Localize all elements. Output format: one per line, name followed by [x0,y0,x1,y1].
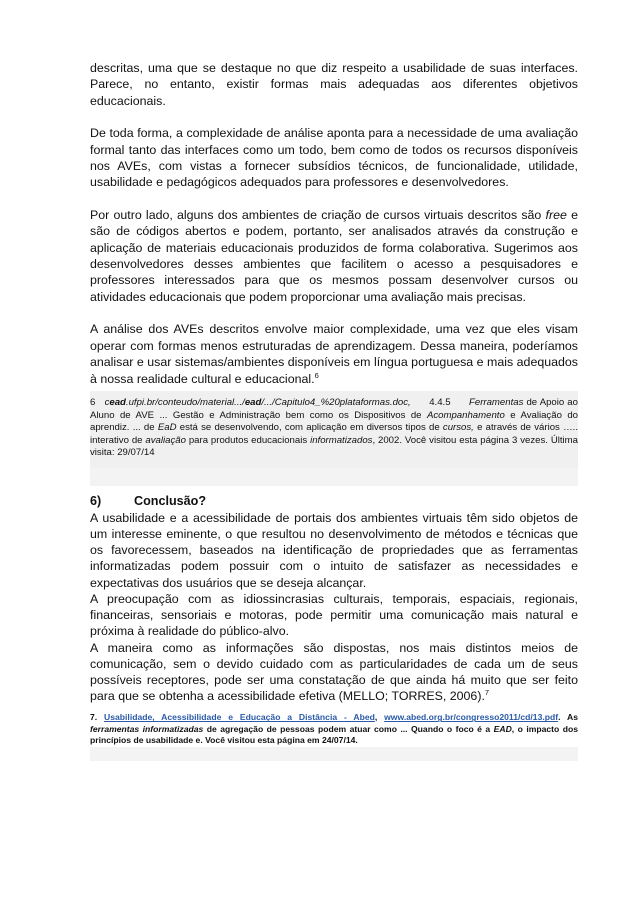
footnote-6-emphasis-3: cursos, [442,422,474,434]
section-paragraph-3-text: A maneira como as informações são dispostas, nos mais distintos meios de comunicação, sem o devido cuidado com as particularidades de cada um de seus possíveis receptores, pode ser uma constatação de que ainda há muito que ser feito para que se obtenha a acessibilidade efetiva (MELLO; TORRES, 2006). [90,640,578,704]
footnote-6-url-b: ead [109,396,126,408]
paragraph-4-text: A análise dos AVEs descritos envolve maior complexidade, uma vez que eles visam operar com formas menos estruturadas de aprendizagem. Dessa maneira, poderíamos analisar e usar sistemas/ambientes disponíveis em língua portuguesa e mais adequados à nossa realidade cultural e educacional. [90,322,578,386]
footnote-6-text-2: e Avaliação do aprendiz. ... de [90,409,578,434]
footnote-6-emphasis-4: avaliação [145,434,186,446]
footnote-6-text-3: está se desenvolvendo, com aplicação em diversos tipos de [176,422,443,434]
footnote-6-emphasis-2: EaD [157,422,177,434]
section-number: 6) [90,493,102,508]
paragraph-3-text-a: Por outro lado, alguns dos ambientes de criação de cursos virtuais descritos são [90,207,546,222]
paragraph-3-emphasis: free [545,207,567,222]
footnote-6-section: 4.4.5 [429,396,451,408]
footnote-6 [90,391,578,468]
footnote-7-text-2: de agregação de pessoas podem atuar como ... Quando o foco é a [203,723,494,734]
section-title: Conclusão? [134,493,207,508]
footnote-6-text-1: de Apoio ao Aluno de AVE ... Gestão e Administração bem como os Dispositivos de [90,396,578,421]
footnote-7-separator: , [374,712,385,723]
footnote-6-url-e: /.../Capitulo4_%20plataformas.doc, [261,396,411,408]
footnote-6-text-6: , 2002. Você visitou esta página 3 vezes. Última visita: 29/07/14 [90,434,579,459]
footnote-ref-6[interactable]: 6 [314,370,319,380]
footnote-6-text-5: para produtos educacionais [185,434,311,446]
footnote-6-number: 6 [90,396,96,408]
footnote-7-url-link[interactable]: www.abed.org.br/congresso2011/cd/13.pdf [384,712,559,723]
paragraph-3 [90,207,578,305]
section-paragraph-1 [90,510,578,591]
footnote-7-emphasis-2: EAD [493,723,512,734]
footnote-7-number: 7. [90,712,98,723]
footnote-7-text-3: , o impacto dos princípios de usabilidade e. Você visitou esta página em 24/07/14. [90,723,578,746]
section-paragraph-2 [90,591,578,640]
paragraph-2-text: De toda forma, a complexidade de análise aponta para a necessidade de uma avaliação formal tanto das interfaces como um todo, bem como de todos os recursos disponíveis nos AVEs, com vistas a fornecer subsídios técnicos, de funcionalidade, utilidade, usabilidade e pedagógicos adequados para professores e desenvolvedores. [90,126,578,190]
footnote-6-text-4: e através de vários ….. interativo de [90,422,578,446]
document-page [90,60,578,761]
footnote-6-url-d: ead [244,396,262,408]
section-heading [90,494,578,508]
footnote-7-title-link[interactable]: Usabilidade, Acessibilidade e Educação a Distância - Abed [104,712,375,723]
footnote-6-heading: Ferramentas [469,396,524,408]
paragraph-1 [90,60,578,109]
footnote-7-emphasis-1: ferramentas informatizadas [90,723,204,734]
footnote-6-url-a: c [104,396,110,408]
section-paragraph-3 [90,640,578,705]
paragraph-4 [90,321,578,387]
footnote-7-text-1: . As [558,712,579,723]
paragraph-3-text-b: e são de códigos abertos e podem, portanto, ser analisados através da construção e aplicação de materiais educacionais produzidos de forma colaborativa. Sugerimos aos desenvolvedores desses ambientes que facilitem o acesso a pesquisadores e professores interessados para que os mesmos possam desenvolver cursos ou atividades educacionais que podem proporcionar uma avaliação mais precisas. [90,207,579,304]
footnote-6-emphasis-1: Acompanhamento [426,409,505,421]
footnote-6-url-c: .ufpi.br/conteudo/material.../ [125,396,245,408]
footnote-ref-7[interactable]: 7 [484,687,490,697]
section-paragraph-1-text: A usabilidade e a acessibilidade de portais dos ambientes virtuais têm sido objetos de um interesse eminente, o que resultou no desenvolvimento de métodos e técnicas que os favorecessem, baseados na identificação de propriedades que as ferramentas informatizadas podem possuir com o intuito de satisfazer as necessidades e expectativas dos usuários que se deseja alcançar. [90,510,578,590]
footnote-divider [90,468,578,486]
footnote-7-bar [90,747,578,761]
footnote-7 [90,712,578,747]
footnote-6-emphasis-5: informatizados [310,434,373,446]
section-paragraph-2-text: A preocupação com as idiossincrasias culturais, temporais, espaciais, regionais, financeiras, sensoriais e motoras, pode permitir uma comunicação mais natural e próxima à realidade do público-alvo. [90,591,578,639]
paragraph-1-text: descritas, uma que se destaque no que diz respeito a usabilidade de suas interfaces. Parece, no entanto, existir formas mais adequadas aos diferentes objetivos educacionais. [90,61,578,108]
paragraph-2 [90,125,578,191]
